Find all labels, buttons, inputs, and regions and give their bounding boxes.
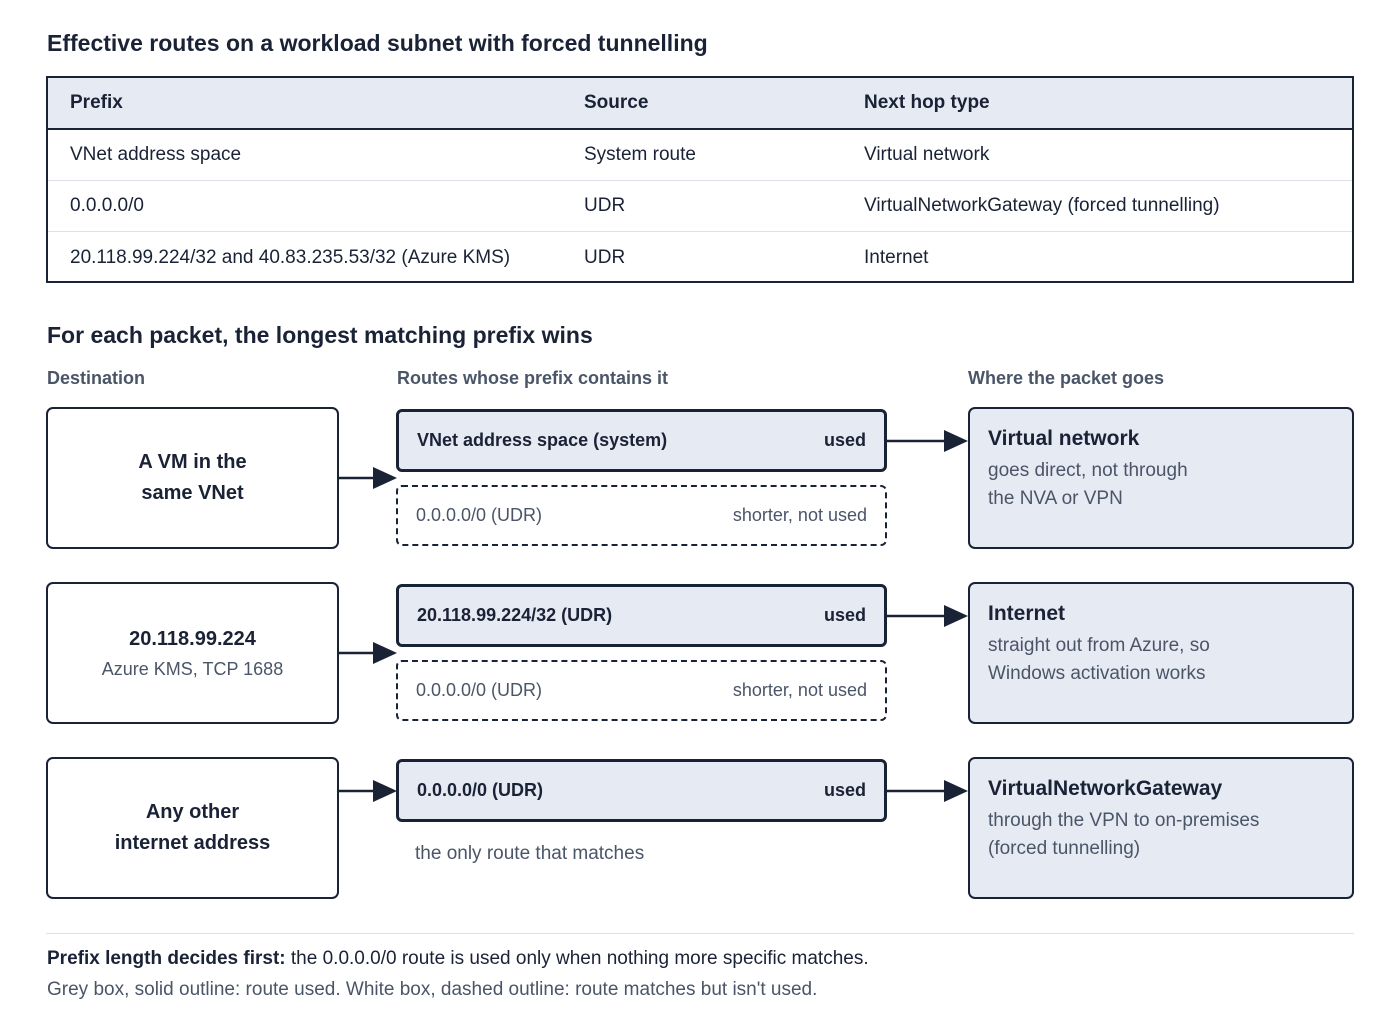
- route-status: used: [823, 780, 866, 800]
- result-title: Internet: [988, 602, 1066, 625]
- result-box-internet: [968, 582, 1354, 724]
- destination-subtitle: Azure KMS, TCP 1688: [101, 658, 284, 679]
- route-label: 0.0.0.0/0 (UDR): [416, 680, 543, 700]
- table-row: [48, 181, 1352, 232]
- route-label: 0.0.0.0/0 (UDR): [417, 780, 544, 800]
- cell-prefix: 20.118.99.224/32 and 40.83.235.53/32 (Azure KMS): [70, 246, 511, 268]
- route-unused-box: [396, 660, 887, 721]
- destination-box-vnet-vm: [46, 407, 339, 549]
- footer-lead: Prefix length decides first:: [47, 948, 286, 969]
- route-status: used: [823, 605, 866, 625]
- result-description: goes direct, not through the NVA or VPN: [988, 460, 1188, 509]
- table-row: [48, 130, 1352, 181]
- arrowhead: [944, 605, 968, 627]
- cell-next-hop: VirtualNetworkGateway (forced tunnelling): [864, 195, 1220, 216]
- column-heading-destination: Destination: [47, 368, 146, 388]
- arrowhead: [944, 780, 968, 802]
- route-used-box: [396, 584, 887, 647]
- footer-summary: [47, 948, 869, 970]
- footer-divider: [46, 933, 1354, 934]
- cell-next-hop: Internet: [864, 246, 929, 268]
- route-used-box: [396, 409, 887, 472]
- destination-title: internet address: [114, 832, 271, 854]
- result-title: Virtual network: [988, 427, 1140, 450]
- route-label: 0.0.0.0/0 (UDR): [416, 505, 543, 525]
- cell-source: UDR: [584, 246, 626, 268]
- arrowhead: [373, 467, 397, 489]
- result-box-virtual-network-gateway: [968, 757, 1354, 899]
- result-box-virtual-network: [968, 407, 1354, 549]
- route-status: shorter, not used: [732, 505, 867, 525]
- result-description: straight out from Azure, so Windows activation works: [988, 635, 1210, 684]
- cell-prefix: 0.0.0.0/0: [70, 195, 144, 216]
- destination-title: same VNet: [141, 482, 244, 504]
- route-label: 20.118.99.224/32 (UDR): [417, 605, 613, 625]
- route-label: VNet address space (system): [417, 430, 668, 450]
- footer-legend: Grey box, solid outline: route used. White box, dashed outline: route matches but isn't used.: [47, 979, 818, 1000]
- destination-box-azure-kms: [46, 582, 339, 724]
- cell-source: System route: [584, 144, 696, 165]
- route-used-box: [396, 759, 887, 822]
- cell-next-hop: Virtual network: [864, 144, 990, 165]
- result-title: VirtualNetworkGateway: [988, 777, 1223, 800]
- arrowhead: [373, 642, 397, 664]
- cell-source: UDR: [584, 195, 626, 216]
- column-heading-routes: Routes whose prefix contains it: [397, 368, 669, 388]
- section-title: For each packet, the longest matching prefix wins: [47, 322, 593, 348]
- header-next-hop: Next hop type: [864, 92, 990, 113]
- route-unused-box: [396, 485, 887, 546]
- destination-title: Any other: [145, 801, 240, 823]
- footer-text: the 0.0.0.0/0 route is used only when nothing more specific matches.: [285, 948, 869, 969]
- routes-table: [46, 76, 1354, 283]
- destination-title: 20.118.99.224: [129, 627, 256, 650]
- arrowhead: [373, 780, 397, 802]
- route-status: used: [823, 430, 866, 450]
- route-status: shorter, not used: [732, 680, 867, 700]
- table-row: [48, 232, 1352, 283]
- header-source: Source: [584, 92, 649, 113]
- table-header-row: [48, 78, 1352, 130]
- header-prefix: Prefix: [70, 92, 123, 113]
- arrowhead: [944, 430, 968, 452]
- destination-box-other-internet: [46, 757, 339, 899]
- result-description: through the VPN to on-premises (forced tunnelling): [988, 810, 1260, 859]
- cell-prefix: VNet address space: [70, 144, 242, 165]
- column-heading-result: Where the packet goes: [968, 368, 1165, 388]
- route-note: the only route that matches: [415, 843, 645, 864]
- destination-title: A VM in the: [138, 451, 247, 473]
- page-title: Effective routes on a workload subnet with forced tunnelling: [47, 30, 708, 56]
